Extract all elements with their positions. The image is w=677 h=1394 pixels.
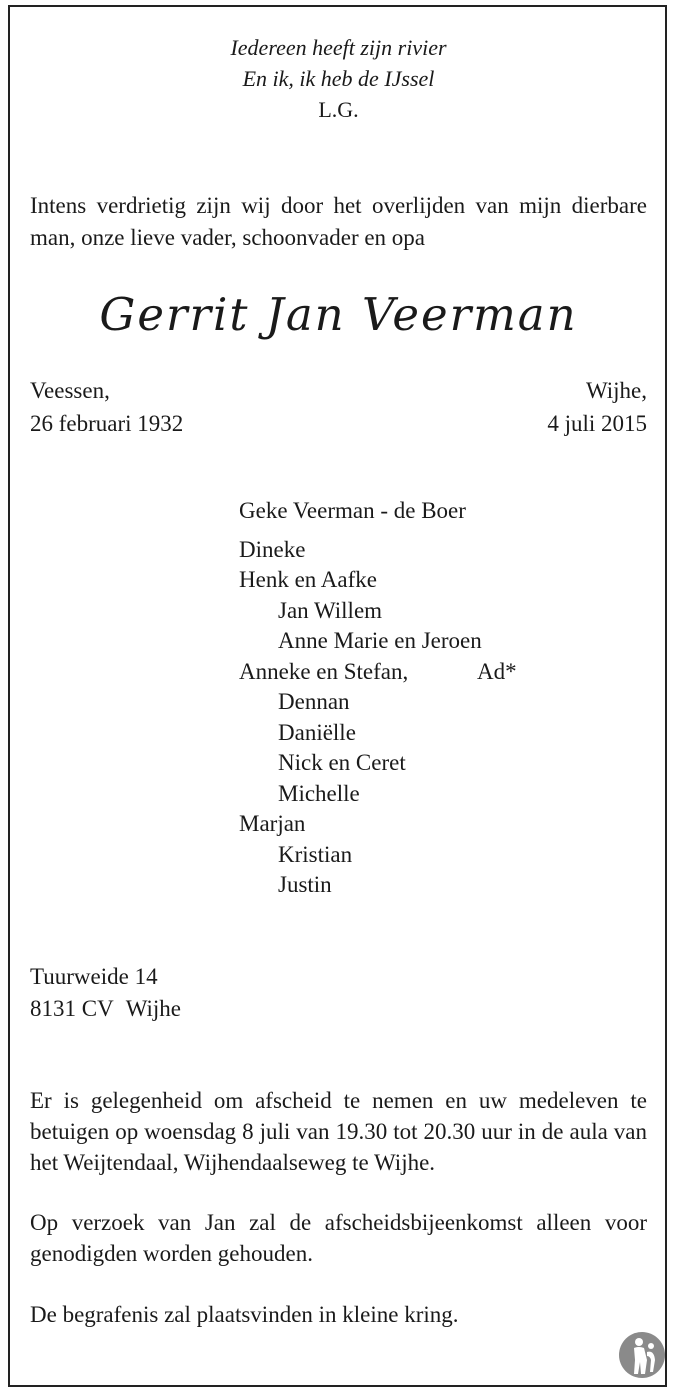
- address-postcode: 8131 CV: [30, 996, 114, 1021]
- grandchild-name: Kristian: [278, 841, 353, 867]
- spouse-name: Geke Veerman - de Boer: [239, 498, 466, 523]
- death-info: [547, 374, 647, 440]
- grandchild-name: Jan Willem: [278, 597, 383, 623]
- deceased-name: Gerrit Jan Veerman: [99, 288, 578, 341]
- grandchild-name: Dennan: [278, 689, 350, 714]
- visitation-text: Er is gelegenheid om afscheid te nemen en uw medeleven te betuigen op woensdag 8 juli van 19.30 tot 20.30 uur in de aula van het Weijtendaal, Wijhendaalseweg te Wijhe.: [30, 1088, 647, 1175]
- memorial-figure-icon: [617, 1330, 667, 1380]
- burial-text: De begrafenis zal plaatsvinden in kleine kring.: [30, 1302, 459, 1327]
- birth-info: [30, 374, 183, 440]
- intro-text: Intens verdrietig zijn wij door het overlijden van mijn dierbare man, onze lieve vader, schoonvader en opa: [30, 193, 647, 250]
- address-city: Wijhe: [125, 996, 181, 1021]
- address-city-line: [30, 993, 181, 1025]
- family-list: [239, 496, 517, 901]
- motto-line-1: Iedereen heeft zijn rivier: [230, 35, 447, 60]
- ceremony-text: Op verzoek van Jan zal de afscheidsbijeenkomst alleen voor genodigden worden gehouden.: [30, 1210, 647, 1266]
- motto: [0, 32, 677, 125]
- ad-note: Ad*: [477, 658, 517, 684]
- grandchild-name: Anne Marie en Jeroen: [278, 628, 482, 653]
- death-place: Wijhe,: [585, 378, 647, 403]
- death-date: 4 juli 2015: [547, 411, 647, 436]
- birth-date: 26 februari 1932: [30, 411, 184, 436]
- family-member-row: [239, 657, 517, 688]
- family-member: Dineke: [239, 536, 306, 562]
- address-street: Tuurweide 14: [30, 964, 158, 989]
- grandchild-name: Daniëlle: [278, 719, 356, 745]
- family-member: Henk en Aafke: [239, 567, 377, 592]
- address: [30, 961, 181, 1025]
- birth-place: Veessen,: [30, 378, 110, 403]
- grandchild-name: Justin: [278, 872, 332, 897]
- grandchild-name: Nick en Ceret: [278, 750, 406, 775]
- motto-signature: L.G.: [318, 97, 359, 122]
- family-member: Marjan: [239, 811, 306, 836]
- motto-line-2: En ik, ik heb de IJssel: [242, 66, 435, 91]
- family-member: Anneke en Stefan,: [239, 658, 409, 684]
- grandchild-name: Michelle: [278, 780, 360, 806]
